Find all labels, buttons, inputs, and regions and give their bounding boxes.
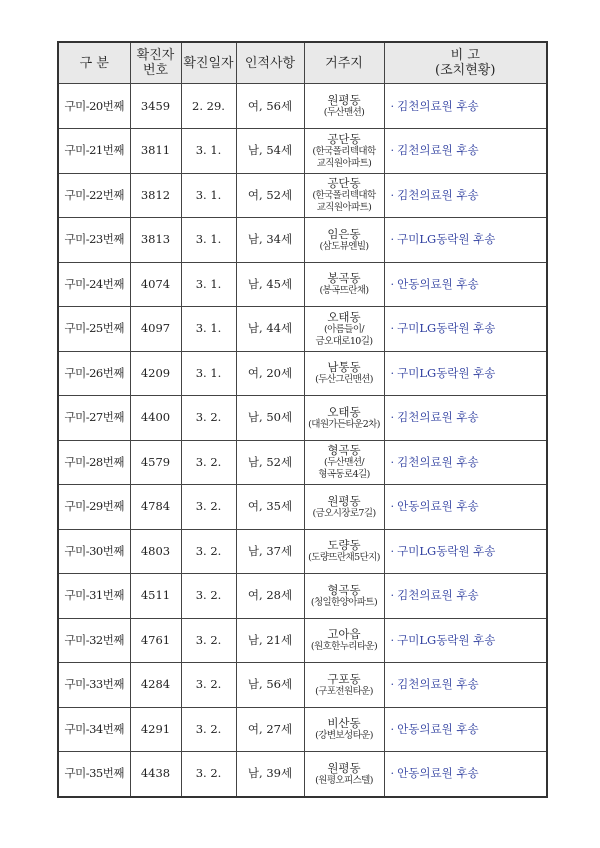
remarks-cell	[384, 440, 547, 485]
remarks-cell	[384, 262, 547, 307]
personal-info-cell: 남, 52세	[236, 440, 304, 485]
confirm-date-cell: 3. 2.	[181, 707, 236, 752]
remarks-text: 안동의료원 후송	[397, 276, 479, 291]
residence-detail: (삼도뷰엔빌)	[319, 240, 369, 252]
bullet-icon: ·	[390, 766, 395, 781]
residence-cell	[304, 129, 384, 174]
header-confirm-no	[130, 42, 181, 84]
header-personal: 인적사항	[236, 42, 304, 84]
case-id-cell: 구미-32번째	[58, 618, 130, 663]
personal-info-cell: 남, 21세	[236, 618, 304, 663]
residence-dong: 원평동	[327, 493, 361, 508]
table-body	[58, 84, 547, 797]
case-id-cell: 구미-25번째	[58, 307, 130, 352]
remarks-text: 김천의료원 후송	[397, 588, 479, 603]
residence-detail: (두산맨션)	[323, 107, 365, 118]
bullet-icon: ·	[390, 677, 395, 692]
confirm-no-cell: 3812	[130, 173, 181, 218]
residence-detail: 교직원아파트)	[316, 157, 372, 169]
residence-dong: 도량동	[327, 538, 361, 553]
confirm-no-cell: 3811	[130, 129, 181, 174]
confirm-date-cell: 3. 1.	[181, 129, 236, 174]
remarks-text: 구미LG동락원 후송	[397, 232, 496, 247]
table-row	[58, 173, 547, 218]
residence-detail: (원호한누리타운)	[310, 641, 378, 653]
residence-detail: (두산맨션/	[323, 457, 364, 469]
personal-info-cell: 남, 37세	[236, 529, 304, 574]
remarks-text: 김천의료원 후송	[397, 187, 479, 202]
remarks-cell	[384, 529, 547, 574]
residence-detail: (구포전원타운)	[315, 685, 373, 697]
table-row	[58, 707, 547, 752]
remarks-text: 구미LG동락원 후송	[397, 321, 496, 336]
confirm-no-cell: 4074	[130, 262, 181, 307]
residence-detail: (아름들이/	[323, 323, 364, 335]
bullet-icon: ·	[390, 454, 395, 469]
confirm-no-cell: 4400	[130, 396, 181, 441]
residence-dong: 임은동	[327, 226, 361, 241]
remarks-cell	[384, 663, 547, 708]
confirm-date-cell: 3. 2.	[181, 752, 236, 797]
residence-dong: 원평동	[327, 93, 361, 107]
residence-cell	[304, 663, 384, 708]
residence-cell	[304, 307, 384, 352]
case-table	[57, 41, 548, 798]
remarks-cell	[384, 218, 547, 263]
remarks-cell	[384, 574, 547, 619]
residence-detail: 형곡동로4길)	[318, 469, 370, 481]
remarks-text: 구미LG동락원 후송	[397, 543, 496, 558]
confirm-date-cell: 3. 2.	[181, 396, 236, 441]
personal-info-cell: 남, 56세	[236, 663, 304, 708]
residence-dong: 형곡동	[327, 582, 361, 597]
table-row	[58, 129, 547, 174]
residence-dong: 원평동	[327, 760, 361, 775]
table-row	[58, 574, 547, 619]
residence-detail: 금오대로10길)	[315, 335, 373, 347]
personal-info-cell: 여, 56세	[236, 84, 304, 129]
header-confirm-no-line2: 번호	[142, 63, 169, 78]
remarks-cell	[384, 396, 547, 441]
residence-dong: 구포동	[327, 671, 361, 686]
case-id-cell: 구미-23번째	[58, 218, 130, 263]
case-id-cell: 구미-30번째	[58, 529, 130, 574]
remarks-text: 김천의료원 후송	[397, 143, 479, 158]
confirm-no-cell: 3459	[130, 84, 181, 129]
table-row	[58, 396, 547, 441]
residence-cell	[304, 752, 384, 797]
bullet-icon: ·	[390, 721, 395, 736]
remarks-cell	[384, 307, 547, 352]
bullet-icon: ·	[390, 187, 395, 202]
bullet-icon: ·	[390, 499, 395, 514]
confirm-no-cell: 4784	[130, 485, 181, 530]
residence-dong: 공단동	[327, 131, 361, 146]
table-row	[58, 440, 547, 485]
remarks-text: 구미LG동락원 후송	[397, 365, 496, 380]
residence-detail: 교직원아파트)	[316, 202, 372, 214]
case-id-cell: 구미-29번째	[58, 485, 130, 530]
remarks-text: 김천의료원 후송	[397, 410, 479, 425]
residence-dong: 비산동	[327, 716, 361, 731]
case-id-cell: 구미-35번째	[58, 752, 130, 797]
residence-cell	[304, 574, 384, 619]
confirm-no-cell: 4291	[130, 707, 181, 752]
confirm-no-cell: 4284	[130, 663, 181, 708]
residence-dong: 오태동	[327, 404, 361, 419]
residence-detail: (두산그린맨션)	[315, 374, 373, 386]
personal-info-cell: 남, 34세	[236, 218, 304, 263]
case-id-cell: 구미-21번째	[58, 129, 130, 174]
personal-info-cell: 여, 27세	[236, 707, 304, 752]
header-remarks	[384, 42, 547, 84]
confirm-no-cell: 4579	[130, 440, 181, 485]
case-id-cell: 구미-27번째	[58, 396, 130, 441]
bullet-icon: ·	[390, 98, 395, 113]
personal-info-cell: 남, 50세	[236, 396, 304, 441]
remarks-cell	[384, 129, 547, 174]
residence-detail: (금오시장로7길)	[312, 507, 376, 519]
residence-dong: 오태동	[327, 309, 361, 324]
table-row	[58, 351, 547, 396]
residence-cell	[304, 173, 384, 218]
residence-dong: 고아읍	[327, 627, 361, 642]
header-category: 구 분	[58, 42, 130, 84]
residence-cell	[304, 351, 384, 396]
personal-info-cell: 남, 44세	[236, 307, 304, 352]
bullet-icon: ·	[390, 543, 395, 558]
confirm-no-cell: 4511	[130, 574, 181, 619]
residence-cell	[304, 218, 384, 263]
table-row	[58, 84, 547, 129]
confirm-date-cell: 3. 2.	[181, 529, 236, 574]
remarks-text: 김천의료원 후송	[397, 677, 479, 692]
confirm-no-cell: 4097	[130, 307, 181, 352]
residence-cell	[304, 84, 384, 129]
personal-info-cell: 여, 20세	[236, 351, 304, 396]
remarks-text: 안동의료원 후송	[397, 499, 479, 514]
bullet-icon: ·	[390, 276, 395, 291]
bullet-icon: ·	[390, 143, 395, 158]
residence-dong: 남통동	[327, 360, 361, 375]
confirm-date-cell: 3. 1.	[181, 173, 236, 218]
confirm-date-cell: 3. 1.	[181, 218, 236, 263]
personal-info-cell: 남, 54세	[236, 129, 304, 174]
confirm-no-cell: 3813	[130, 218, 181, 263]
case-id-cell: 구미-34번째	[58, 707, 130, 752]
remarks-text: 구미LG동락원 후송	[397, 632, 496, 647]
confirm-date-cell: 3. 2.	[181, 574, 236, 619]
residence-detail: (한국폴리텍대학	[312, 190, 376, 202]
residence-detail: (대원가든타운2차)	[308, 418, 380, 430]
confirm-date-cell: 3. 1.	[181, 351, 236, 396]
residence-cell	[304, 529, 384, 574]
header-confirm-no-line1: 확진자	[136, 48, 175, 63]
header-remarks-line1: 비 고	[450, 48, 480, 63]
residence-cell	[304, 262, 384, 307]
table-row	[58, 752, 547, 797]
table-row	[58, 663, 547, 708]
remarks-cell	[384, 618, 547, 663]
case-id-cell: 구미-26번째	[58, 351, 130, 396]
confirm-date-cell: 2. 29.	[181, 84, 236, 129]
remarks-text: 안동의료원 후송	[397, 766, 479, 781]
remarks-text: 김천의료원 후송	[397, 454, 479, 469]
case-id-cell: 구미-24번째	[58, 262, 130, 307]
residence-detail: (강변보성타운)	[315, 730, 373, 742]
header-residence: 거주지	[304, 42, 384, 84]
header-row	[58, 42, 547, 84]
residence-detail: (원평오피스텔)	[315, 774, 373, 786]
table-row	[58, 529, 547, 574]
confirm-date-cell: 3. 1.	[181, 307, 236, 352]
bullet-icon: ·	[390, 321, 395, 336]
residence-cell	[304, 618, 384, 663]
remarks-cell	[384, 485, 547, 530]
confirm-no-cell: 4438	[130, 752, 181, 797]
residence-cell	[304, 707, 384, 752]
header-confirm-date: 확진일자	[181, 42, 236, 84]
bullet-icon: ·	[390, 632, 395, 647]
personal-info-cell: 남, 39세	[236, 752, 304, 797]
remarks-cell	[384, 707, 547, 752]
personal-info-cell: 여, 35세	[236, 485, 304, 530]
residence-detail: (도량뜨란채5단지)	[308, 552, 380, 564]
bullet-icon: ·	[390, 232, 395, 247]
bullet-icon: ·	[390, 365, 395, 380]
residence-detail: (청일한양아파트)	[310, 596, 378, 608]
residence-cell	[304, 440, 384, 485]
case-id-cell: 구미-20번째	[58, 84, 130, 129]
confirm-date-cell: 3. 2.	[181, 485, 236, 530]
table-row	[58, 262, 547, 307]
bullet-icon: ·	[390, 588, 395, 603]
remarks-cell	[384, 84, 547, 129]
residence-detail: (봉곡뜨란채)	[319, 285, 369, 297]
table-row	[58, 618, 547, 663]
remarks-cell	[384, 752, 547, 797]
table-row	[58, 485, 547, 530]
residence-dong: 봉곡동	[327, 271, 361, 286]
confirm-date-cell: 3. 2.	[181, 440, 236, 485]
personal-info-cell: 남, 45세	[236, 262, 304, 307]
table-row	[58, 307, 547, 352]
case-id-cell: 구미-22번째	[58, 173, 130, 218]
remarks-text: 김천의료원 후송	[397, 98, 479, 113]
table-row	[58, 218, 547, 263]
confirm-date-cell: 3. 2.	[181, 663, 236, 708]
residence-dong: 형곡동	[327, 443, 361, 458]
residence-cell	[304, 485, 384, 530]
residence-cell	[304, 396, 384, 441]
confirm-no-cell: 4803	[130, 529, 181, 574]
remarks-cell	[384, 173, 547, 218]
header-remarks-line2: (조치현황)	[435, 63, 496, 78]
remarks-text: 안동의료원 후송	[397, 721, 479, 736]
bullet-icon: ·	[390, 410, 395, 425]
confirm-date-cell: 3. 1.	[181, 262, 236, 307]
residence-dong: 공단동	[327, 176, 361, 191]
confirm-no-cell: 4761	[130, 618, 181, 663]
case-id-cell: 구미-28번째	[58, 440, 130, 485]
confirm-no-cell: 4209	[130, 351, 181, 396]
confirm-date-cell: 3. 2.	[181, 618, 236, 663]
personal-info-cell: 여, 52세	[236, 173, 304, 218]
residence-detail: (한국폴리텍대학	[312, 145, 376, 157]
remarks-cell	[384, 351, 547, 396]
case-id-cell: 구미-33번째	[58, 663, 130, 708]
case-id-cell: 구미-31번째	[58, 574, 130, 619]
personal-info-cell: 여, 28세	[236, 574, 304, 619]
